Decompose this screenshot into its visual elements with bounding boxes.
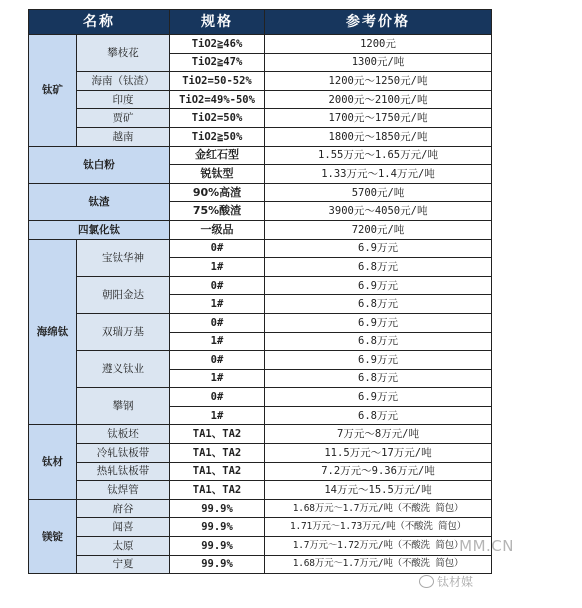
price-table [28, 9, 492, 574]
row-spec: TA1、TA2 [170, 425, 265, 444]
row-price: 7万元～8万元/吨 [265, 425, 492, 444]
row-spec: 一级品 [170, 220, 265, 239]
row-name: 朝阳金达 [77, 276, 170, 313]
row-spec: TiO2≧46% [170, 35, 265, 54]
wechat-mark [419, 573, 473, 590]
table-row [29, 499, 492, 518]
row-spec: 99.9% [170, 555, 265, 574]
row-spec: TiO2≧47% [170, 53, 265, 72]
header-price: 参考价格 [265, 10, 492, 35]
row-price: 1300元/吨 [265, 53, 492, 72]
row-price: 14万元～15.5万元/吨 [265, 481, 492, 500]
header-row [29, 10, 492, 35]
row-price: 1.33万元～1.4万元/吨 [265, 165, 492, 184]
row-price: 1.71万元～1.73万元/吨（不酸洗 简包） [265, 518, 492, 537]
row-spec: 99.9% [170, 499, 265, 518]
table-row [29, 72, 492, 91]
row-spec: 75%酸渣 [170, 202, 265, 221]
table-row [29, 146, 492, 165]
category-taizha: 钛渣 [29, 183, 170, 220]
row-spec: 0# [170, 388, 265, 407]
category-silvhuatai: 四氯化钛 [29, 220, 170, 239]
row-price: 6.9万元 [265, 313, 492, 332]
row-spec: 金红石型 [170, 146, 265, 165]
row-name: 海南（钛渣） [77, 72, 170, 91]
category-taicai: 钛材 [29, 425, 77, 499]
row-name: 府谷 [77, 499, 170, 518]
row-spec: 99.9% [170, 537, 265, 556]
row-name: 闻喜 [77, 518, 170, 537]
row-name: 攀枝花 [77, 35, 170, 72]
row-price: 1.68万元～1.7万元/吨（不酸洗 简包） [265, 499, 492, 518]
row-name: 印度 [77, 90, 170, 109]
row-spec: 0# [170, 239, 265, 258]
row-name: 攀钢 [77, 388, 170, 425]
row-spec: 90%高渣 [170, 183, 265, 202]
table-row [29, 481, 492, 500]
row-name: 钛板坯 [77, 425, 170, 444]
row-spec: TA1、TA2 [170, 462, 265, 481]
row-price: 1.55万元～1.65万元/吨 [265, 146, 492, 165]
row-spec: TA1、TA2 [170, 481, 265, 500]
row-price: 5700元/吨 [265, 183, 492, 202]
category-taibaifen: 钛白粉 [29, 146, 170, 183]
table-row [29, 518, 492, 537]
row-spec: 99.9% [170, 518, 265, 537]
row-price: 7.2万元～9.36万元/吨 [265, 462, 492, 481]
table-row [29, 183, 492, 202]
row-price: 1800元～1850元/吨 [265, 127, 492, 146]
table-row [29, 425, 492, 444]
row-price: 1.68万元～1.7万元/吨（不酸洗 简包） [265, 555, 492, 574]
row-spec: 0# [170, 313, 265, 332]
row-price: 1.7万元～1.72万元/吨（不酸洗 简包） [265, 537, 492, 556]
row-name: 钛焊管 [77, 481, 170, 500]
row-name: 宝钛华神 [77, 239, 170, 276]
wechat-icon [419, 575, 434, 588]
row-spec: 1# [170, 406, 265, 425]
table-row [29, 127, 492, 146]
row-price: 6.9万元 [265, 388, 492, 407]
row-price: 6.9万元 [265, 239, 492, 258]
table-row [29, 239, 492, 258]
table-row [29, 462, 492, 481]
row-spec: 0# [170, 276, 265, 295]
category-taikuang: 钛矿 [29, 35, 77, 147]
row-name: 双瑞万基 [77, 313, 170, 350]
row-name: 贾矿 [77, 109, 170, 128]
row-price: 11.5万元～17万元/吨 [265, 444, 492, 463]
row-price: 6.8万元 [265, 295, 492, 314]
row-spec: 1# [170, 332, 265, 351]
row-name: 冷轧钛板带 [77, 444, 170, 463]
row-spec: TiO2=50% [170, 109, 265, 128]
row-price: 6.9万元 [265, 351, 492, 370]
row-spec: 1# [170, 369, 265, 388]
watermark: MM.CN [459, 537, 514, 555]
row-name: 宁夏 [77, 555, 170, 574]
row-name: 热轧钛板带 [77, 462, 170, 481]
row-spec: TA1、TA2 [170, 444, 265, 463]
table-row [29, 90, 492, 109]
table-row [29, 313, 492, 332]
row-price: 3900元～4050元/吨 [265, 202, 492, 221]
header-spec: 规格 [170, 10, 265, 35]
row-price: 6.8万元 [265, 258, 492, 277]
row-spec: 0# [170, 351, 265, 370]
row-price: 6.8万元 [265, 332, 492, 351]
row-spec: 1# [170, 295, 265, 314]
table-row [29, 276, 492, 295]
row-name: 太原 [77, 537, 170, 556]
row-price: 6.8万元 [265, 406, 492, 425]
table-row [29, 220, 492, 239]
table-row [29, 537, 492, 556]
row-price: 7200元/吨 [265, 220, 492, 239]
row-spec: TiO2≧50% [170, 127, 265, 146]
table-row [29, 351, 492, 370]
table-row [29, 388, 492, 407]
row-price: 1200元～1250元/吨 [265, 72, 492, 91]
category-haimiantai: 海绵钛 [29, 239, 77, 425]
row-price: 1700元～1750元/吨 [265, 109, 492, 128]
table-row [29, 444, 492, 463]
row-spec: 锐钛型 [170, 165, 265, 184]
row-price: 6.9万元 [265, 276, 492, 295]
category-meiding: 镁锭 [29, 499, 77, 573]
header-name: 名称 [29, 10, 170, 35]
table-row [29, 555, 492, 574]
row-spec: TiO2=50-52% [170, 72, 265, 91]
table-row [29, 109, 492, 128]
table-row [29, 35, 492, 54]
row-spec: 1# [170, 258, 265, 277]
row-name: 越南 [77, 127, 170, 146]
row-name: 遵义钛业 [77, 351, 170, 388]
row-price: 6.8万元 [265, 369, 492, 388]
wechat-label: 钛材媒 [437, 575, 474, 589]
row-price: 2000元～2100元/吨 [265, 90, 492, 109]
row-price: 1200元 [265, 35, 492, 54]
row-spec: TiO2=49%-50% [170, 90, 265, 109]
